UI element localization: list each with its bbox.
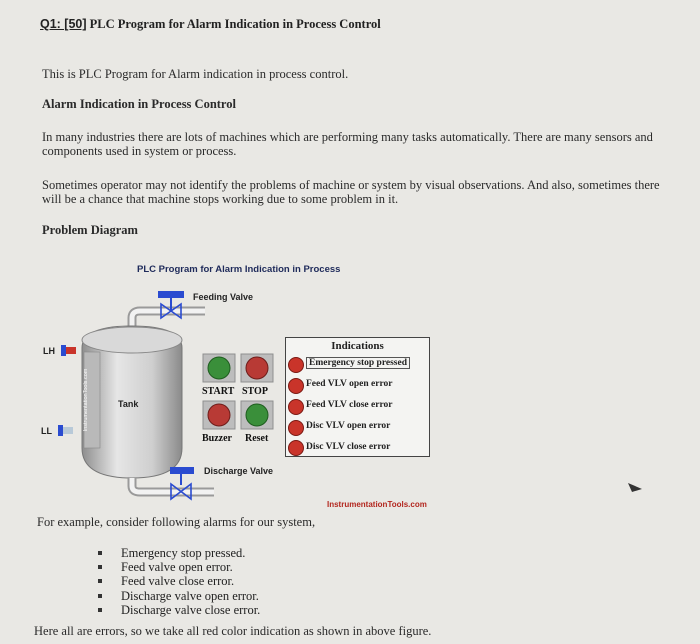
start-button-icon bbox=[203, 354, 235, 382]
question-title-text: PLC Program for Alarm Indication in Process Control bbox=[89, 17, 381, 31]
buzzer-label: Buzzer bbox=[202, 433, 232, 444]
example-intro: For example, consider following alarms for our system, bbox=[37, 515, 316, 529]
question-number: Q1: [50] bbox=[40, 17, 87, 31]
discharge-valve-label: Discharge Valve bbox=[204, 466, 274, 476]
indication-disc-close-error: Disc VLV close error bbox=[306, 442, 391, 452]
indication-feed-close-error: Feed VLV close error bbox=[306, 400, 393, 410]
indications-title: Indications bbox=[331, 340, 384, 352]
stop-button-icon bbox=[241, 354, 273, 382]
list-item: Emergency stop pressed. bbox=[95, 546, 260, 560]
diagram-watermark: InstrumentationTools.com bbox=[327, 500, 427, 509]
list-item: Feed valve open error. bbox=[95, 560, 260, 574]
lamp-icon bbox=[288, 440, 304, 456]
cursor-arrow-icon bbox=[628, 483, 642, 492]
section-heading: Alarm Indication in Process Control bbox=[42, 97, 236, 111]
lamp-icon bbox=[288, 420, 304, 436]
conclusion-text: Here all are errors, so we take all red color indication as shown in above figure. bbox=[34, 624, 432, 638]
diagram-title: PLC Program for Alarm Indication in Process bbox=[137, 264, 341, 275]
tank-label: Tank bbox=[118, 399, 139, 409]
lamp-icon bbox=[288, 357, 304, 373]
indication-emergency-stop: Emergency stop pressed bbox=[306, 357, 410, 369]
paragraph-1-line-1: In many industries there are lots of machines which are performing many tasks automatically. There are many sensors and bbox=[42, 130, 653, 144]
reset-label: Reset bbox=[245, 433, 269, 444]
paragraph-2-line-2: will be a chance that machine stops working due to some problem in it. bbox=[42, 192, 399, 206]
level-high-switch-icon bbox=[61, 345, 76, 356]
problem-diagram-heading: Problem Diagram bbox=[42, 223, 138, 237]
tank-watermark-text: InstrumentationTools.com bbox=[83, 368, 89, 432]
start-label: START bbox=[202, 386, 235, 397]
level-high-label: LH bbox=[43, 346, 55, 356]
indications-panel bbox=[285, 337, 430, 457]
intro-text: This is PLC Program for Alarm indication in process control. bbox=[42, 67, 349, 81]
indication-feed-open-error: Feed VLV open error bbox=[306, 379, 393, 389]
stop-label: STOP bbox=[242, 386, 268, 397]
level-low-label: LL bbox=[41, 426, 52, 436]
level-low-switch-icon bbox=[58, 425, 73, 436]
lamp-icon bbox=[288, 399, 304, 415]
list-item: Discharge valve close error. bbox=[95, 603, 260, 617]
list-item: Feed valve close error. bbox=[95, 574, 260, 588]
lamp-icon bbox=[288, 378, 304, 394]
indication-disc-open-error: Disc VLV open error bbox=[306, 421, 391, 431]
alarm-list bbox=[95, 546, 260, 617]
feeding-valve-label: Feeding Valve bbox=[193, 292, 254, 302]
paragraph-2-line-1: Sometimes operator may not identify the problems of machine or system by visual observations. And also, sometimes there bbox=[42, 178, 660, 192]
list-item: Discharge valve open error. bbox=[95, 589, 260, 603]
reset-button-icon bbox=[241, 401, 273, 429]
paragraph-1-line-2: components used in system or process. bbox=[42, 144, 237, 158]
buzzer-icon bbox=[203, 401, 235, 429]
